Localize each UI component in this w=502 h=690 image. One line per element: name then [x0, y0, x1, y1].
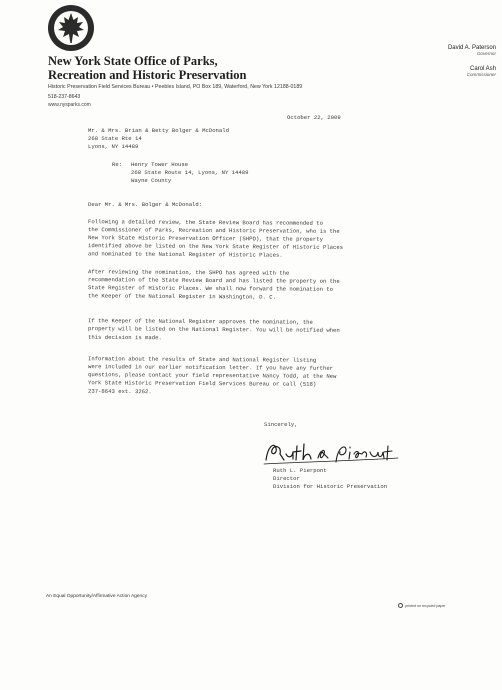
paragraph-line: the Commissioner of Parks, Recreation and Historic Preservation, who is the: [87, 226, 340, 235]
recycled-paper-text: printed on recycled paper: [405, 603, 446, 608]
paragraph-line: New York State Historic Preservation Officer (SHPO), that the property: [87, 234, 324, 243]
recipient-line: Lyons, NY 14489: [88, 143, 139, 150]
re-line: 268 State Route 14, Lyons, NY 14489: [131, 169, 249, 176]
recycled-paper-note: [398, 603, 446, 608]
signer-title: Director: [273, 475, 300, 482]
letter-date: October 22, 2009: [287, 114, 341, 121]
equal-opportunity-statement: An Equal Opportunity/Affirmative Action Agency: [46, 594, 147, 599]
salutation: Dear Mr. & Mrs. Bolger & McDonald:: [88, 201, 203, 208]
paragraph-line: 237-8643 ext. 3262.: [87, 387, 152, 396]
paragraph-line: property will be listed on the National Register. You will be notified when: [87, 325, 340, 334]
agency-website: www.nysparks.com: [48, 102, 91, 108]
paragraph-line: and nominated to the National Register of Historic Places.: [87, 250, 283, 259]
paragraph-line: York State Historic Preservation Field Services Bureau or call (518): [87, 379, 317, 388]
handwritten-signature: [260, 438, 410, 468]
paragraph-line: this decision is made.: [87, 333, 162, 342]
recipient-line: 268 State Rte 14: [88, 135, 142, 142]
signer-division: Division for Historic Preservation: [273, 483, 388, 490]
paragraph-line: State Register of Historic Places. We shall now forward the nomination to: [87, 284, 334, 293]
bureau-address: Historic Preservation Field Services Bureau • Peebles Island, PO Box 189, Waterford, New York 12188-0189: [48, 84, 303, 90]
paragraph-line: Information about the results of State and National Register listing: [87, 355, 317, 364]
official-governor: David A. Paterson Governor: [447, 45, 496, 56]
nys-seal-logo: [47, 4, 95, 52]
re-line: Henry Tower House: [131, 161, 189, 168]
official-commissioner: Carol Ash Commissioner: [466, 66, 496, 77]
paragraph-line: If the Keeper of the National Register approves the nomination, the: [87, 317, 313, 326]
recipient-line: Mr. & Mrs. Brian & Betty Bolger & McDonald: [88, 127, 229, 134]
paragraph-line: After reviewing the nomination, the SHPO has agreed with the: [87, 268, 290, 277]
paragraph-line: the Keeper of the National Register in Washington, D. C.: [87, 292, 277, 301]
paragraph-line: were included in our earlier notification letter. If you have any further: [87, 363, 334, 372]
recycle-icon: [398, 603, 403, 608]
paragraph-line: questions, please contact your field representative Nancy Todd, at the New: [87, 371, 337, 380]
paragraph-line: identified above be listed on the New York State Register of Historic Places: [87, 242, 344, 251]
closing: Sincerely,: [264, 421, 298, 428]
agency-name: New York State Office of Parks, Recreation and Historic Preservation: [48, 54, 247, 82]
re-label: Re:: [112, 161, 123, 168]
re-line: Wayne County: [131, 177, 172, 184]
agency-phone: 518-237-8643: [48, 94, 81, 100]
paragraph-line: Following a detailed review, the State Review Board has recommended to: [87, 218, 324, 227]
signer-name: Ruth L. Pierpont: [273, 467, 327, 474]
paragraph-line: recommendation of the State Review Board and has listed the property on the: [87, 276, 340, 285]
